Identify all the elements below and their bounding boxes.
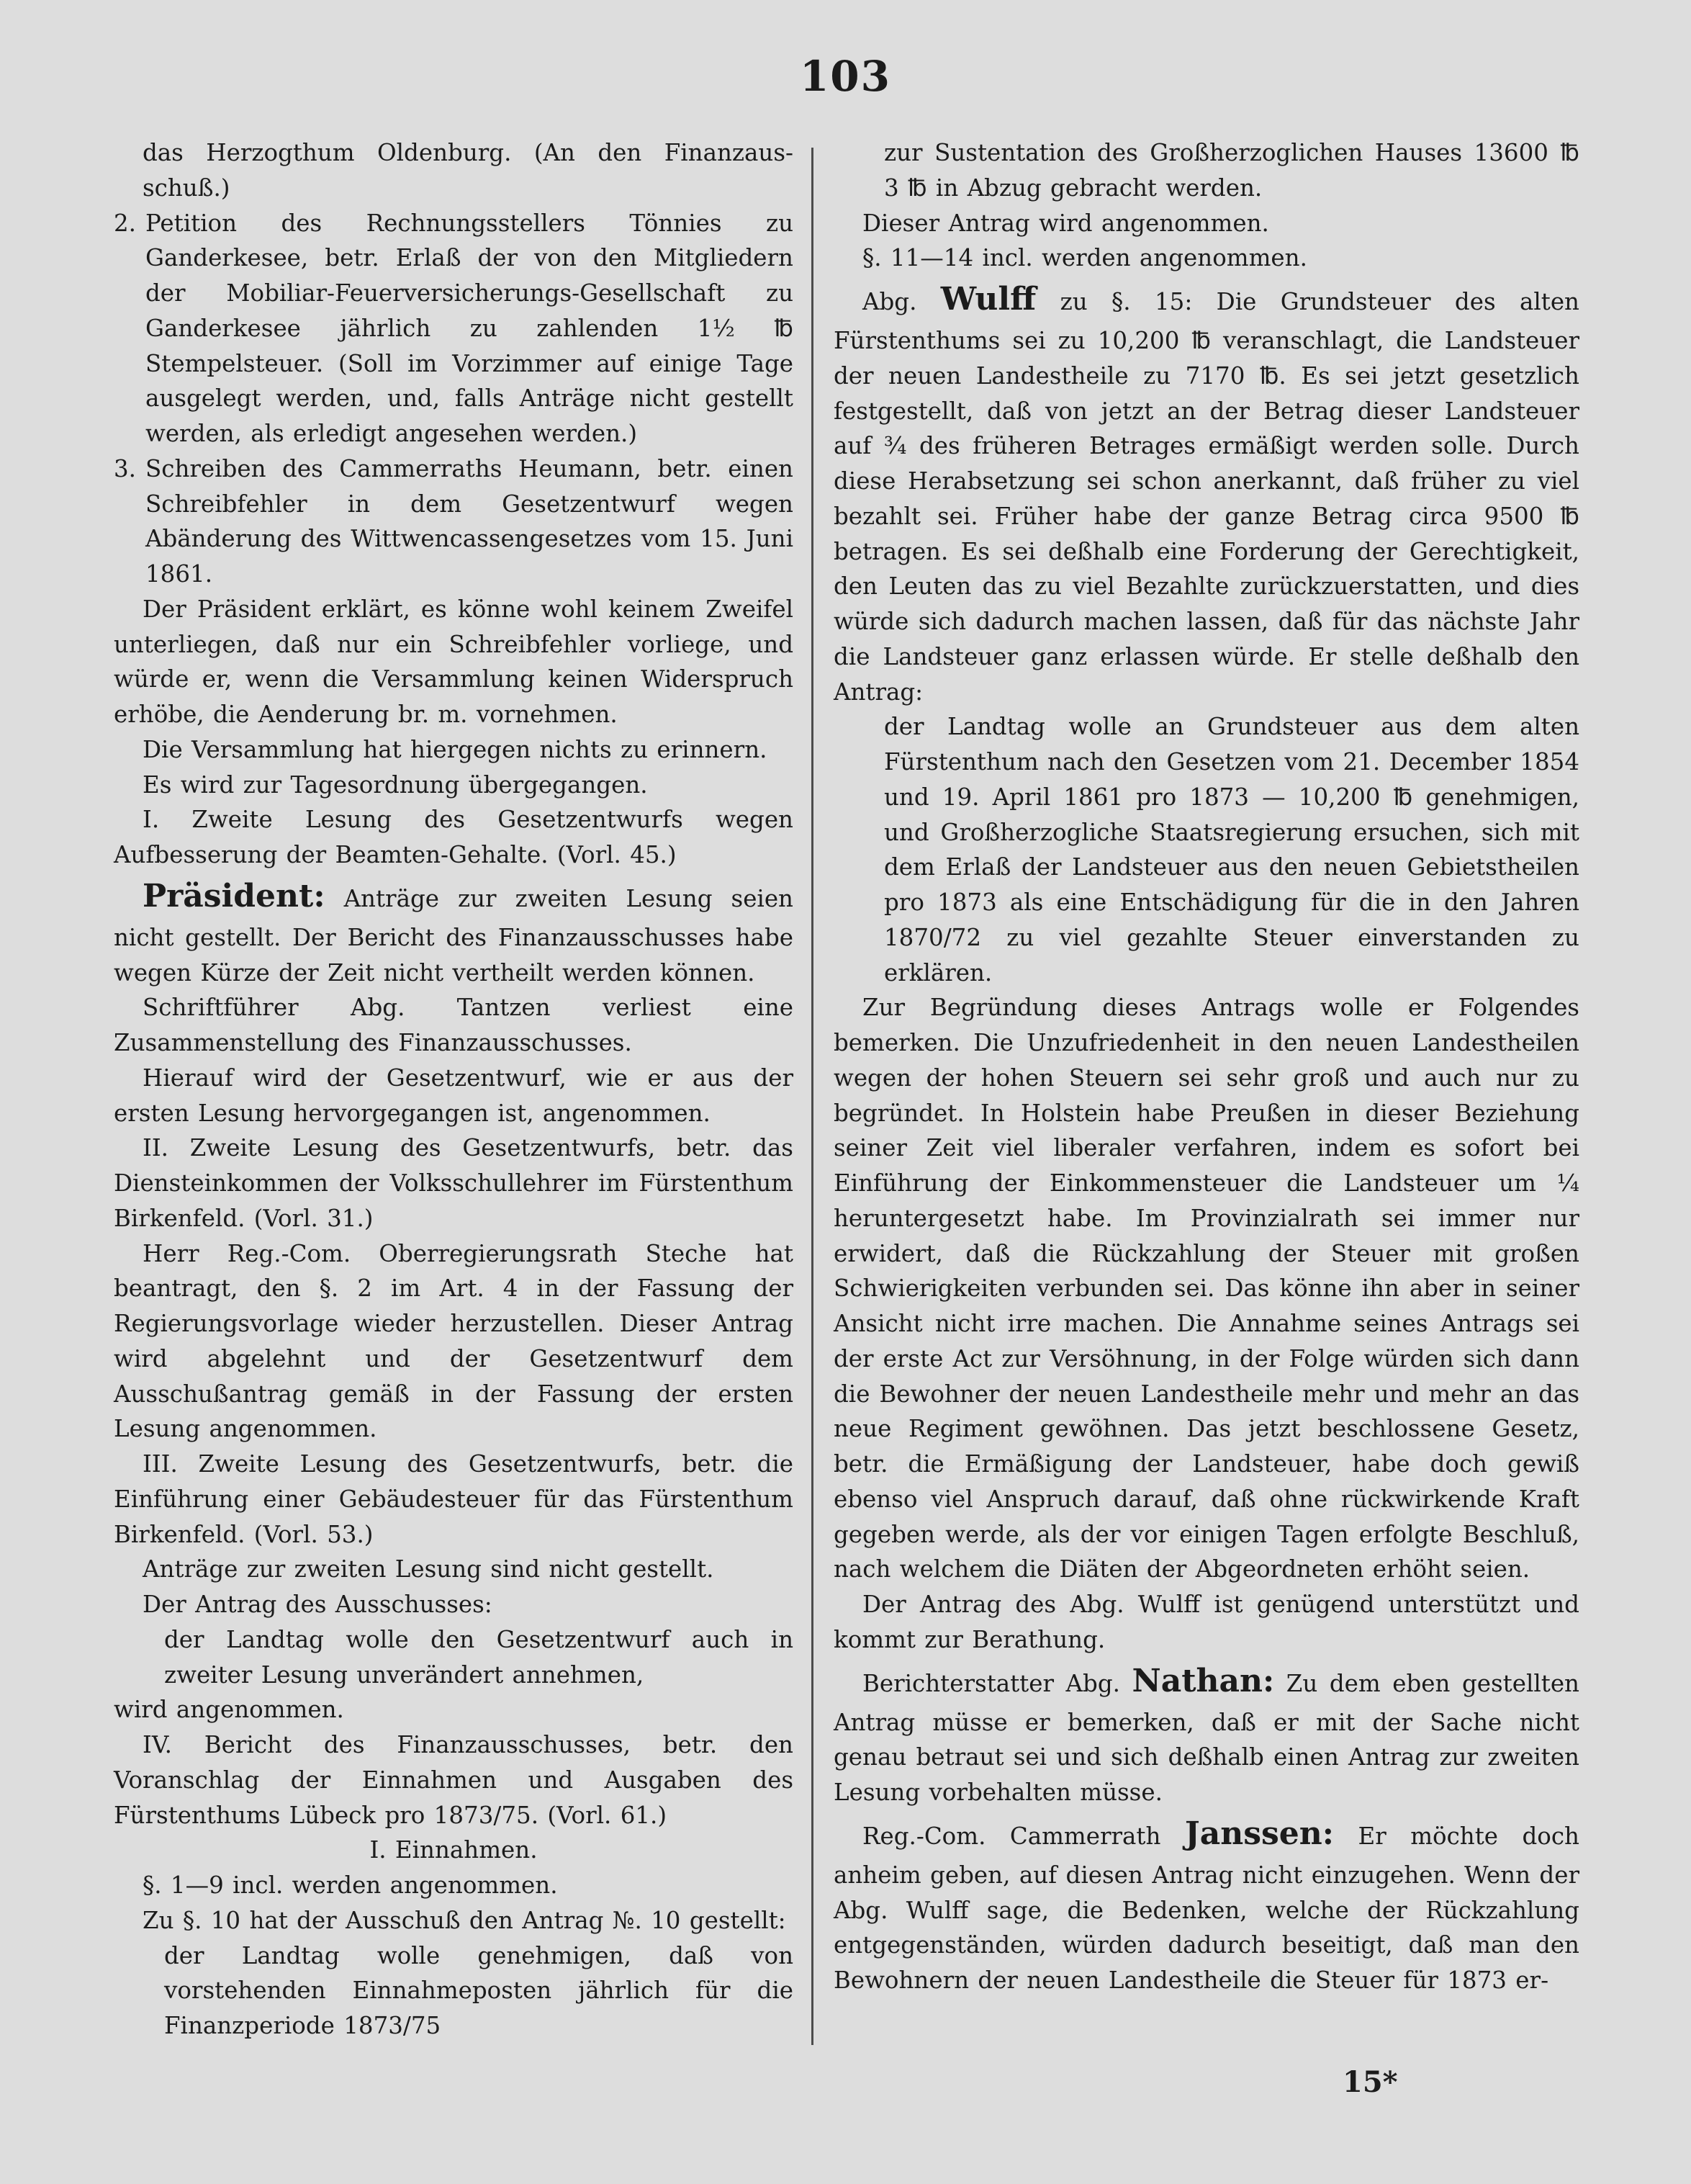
- speaker-name: Nathan:: [1132, 1662, 1275, 1699]
- paragraph: Anträge zur zweiten Lesung sind nicht gestellt.: [143, 1555, 714, 1583]
- paragraph: §. 1—9 incl. werden angenommen.: [143, 1871, 558, 1899]
- speaker-name: Janssen:: [1184, 1815, 1334, 1852]
- column-divider: [811, 148, 813, 2045]
- paragraph: Schriftführer Abg. Tantzen verliest eine Zusammenstellung des Finanzausschusses.: [114, 994, 793, 1056]
- paragraph: II. Zweite Lesung des Gesetzentwurfs, betr. das Diensteinkommen der Volksschullehrer im Fürstenthum Birkenfeld. (Vorl. 31.): [114, 1134, 793, 1232]
- paragraph: der Landtag wolle an Grundsteuer aus dem alten Fürstenthum nach den Gesetzen vom 21. December 1854 und 19. April 1861 pro 1873 — 10,200 ℔ genehmigen, und Großherzogliche Staatsregierung ersuchen, sich mit dem Erlaß der Landsteuer aus den neuen Gebietstheilen pro 1873 als eine Entschädigung für die in den Jahren 1870/72 zu viel gezahlte Steuer einverstanden zu erklären.: [884, 713, 1579, 987]
- paragraph: Hierauf wird der Gesetzentwurf, wie er aus der ersten Lesung hervorgegangen ist, angenommen.: [114, 1064, 793, 1127]
- paragraph: Der Präsident erklärt, es könne wohl keinem Zweifel unterliegen, daß nur ein Schreibfehler vorliege, und würde er, wenn die Versammlung keinen Widerspruch erhöbe, die Aenderung br. m. vornehmen.: [114, 595, 793, 728]
- paragraph: Dieser Antrag wird angenommen.: [862, 209, 1269, 237]
- right-column: [834, 135, 1579, 1998]
- paragraph: I. Zweite Lesung des Gesetzentwurfs wegen Aufbesserung der Beamten-Gehalte. (Vorl. 45.): [114, 806, 793, 868]
- paragraph: das Herzogthum Oldenburg. (An den Finanzaus-schuß.): [143, 139, 793, 202]
- paragraph: zur Sustentation des Großherzoglichen Hauses 13600 ℔ 3 ℔ in Abzug gebracht werden.: [884, 139, 1579, 202]
- paragraph: der Landtag wolle den Gesetzentwurf auch in zweiter Lesung unverändert annehmen,: [164, 1625, 793, 1689]
- paragraph: 3. Schreiben des Cammerraths Heumann, betr. einen Schreibfehler in dem Gesetzentwurf wegen Abänderung des Wittwencassengesetzes vom 15. Juni 1861.: [114, 451, 793, 592]
- paragraph: Herr Reg.-Com. Oberregierungsrath Steche hat beantragt, den §. 2 im Art. 4 in der Fassung der Regierungsvorlage wieder herzustellen. Dieser Antrag wird abgelehnt und der Gesetzentwurf dem Ausschußantrag gemäß in der Fassung der ersten Lesung angenommen.: [114, 1239, 793, 1443]
- paragraph: III. Zweite Lesung des Gesetzentwurfs, betr. die Einführung einer Gebäudesteuer für das Fürstenthum Birkenfeld. (Vorl. 53.): [114, 1450, 793, 1548]
- paragraph: Zur Begründung dieses Antrags wolle er Folgendes bemerken. Die Unzufriedenheit in den neuen Landestheilen wegen der hohen Steuern sei sehr groß und auch nur zu begründet. In Holstein habe Preußen in dieser Beziehung seiner Zeit viel liberaler verfahren, indem es sofort bei Einführung der Einkommensteuer die Landsteuer um ¼ heruntergesetzt habe. Im Provinzialrath sei immer nur erwidert, daß die Rückzahlung der Steuer mit großen Schwierigkeiten verbunden sei. Das könne ihn aber in seiner Ansicht nicht irre machen. Die Annahme seines Antrags sei der erste Act zur Versöhnung, in der Folge würden sich dann die Bewohner der neuen Landestheile mehr und mehr an das neue Regiment gewöhnen. Das jetzt beschlossene Gesetz, betr. die Ermäßigung der Landsteuer, habe doch gewiß ebenso viel Anspruch darauf, daß ohne rückwirkende Kraft gegeben werde, als der vor einigen Tagen erfolgte Beschluß, nach welchem die Diäten der Abgeordneten erhöht seien.: [834, 994, 1579, 1583]
- item-number: 3.: [114, 454, 137, 482]
- paragraph: Reg.-Com. Cammerrath Janssen: Er möchte doch anheim geben, auf diesen Antrag nicht einzugehen. Wenn der Abg. Wulff sage, die Bedenken, welche der Rückzahlung entgegenständen, würden dadurch beseitigt, daß man den Bewohnern der neuen Landestheile die Steuer für 1873 er-: [834, 1815, 1579, 1994]
- page-number: 103: [799, 52, 892, 101]
- speaker-name: Wulff: [940, 281, 1037, 318]
- paragraph: Präsident: Anträge zur zweiten Lesung seien nicht gestellt. Der Bericht des Finanzausschusses habe wegen Kürze der Zeit nicht vertheilt werden können.: [114, 877, 793, 987]
- paragraph: I. Einnahmen.: [369, 1836, 538, 1864]
- paragraph: IV. Bericht des Finanzausschusses, betr. den Voranschlag der Einnahmen und Ausgaben des Fürstenthums Lübeck pro 1873/75. (Vorl. 61.): [114, 1731, 793, 1829]
- paragraph: 2. Petition des Rechnungsstellers Tönnies zu Ganderkesee, betr. Erlaß der von den Mitgliedern der Mobiliar-Feuerversicherungs-Gesellschaft zu Ganderkesee jährlich zu zahlenden 1½ ℔ Stempelsteuer. (Soll im Vorzimmer auf einige Tage ausgelegt werden, und, falls Anträge nicht gestellt werden, als erledigt angesehen werden.): [114, 206, 793, 451]
- paragraph: §. 11—14 incl. werden angenommen.: [862, 244, 1307, 272]
- paragraph: Der Antrag des Ausschusses:: [143, 1591, 492, 1618]
- paragraph: Berichterstatter Abg. Nathan: Zu dem eben gestellten Antrag müsse er bemerken, daß er mit der Sache nicht genau betraut sei und sich deßhalb einen Antrag zur zweiten Lesung vorbehalten müsse.: [834, 1662, 1579, 1806]
- item-number: 2.: [114, 209, 137, 237]
- paragraph: Es wird zur Tagesordnung übergegangen.: [143, 770, 648, 799]
- paragraph: Der Antrag des Abg. Wulff ist genügend unterstützt und kommt zur Berathung.: [834, 1591, 1579, 1653]
- paragraph: Abg. Wulff zu §. 15: Die Grundsteuer des alten Fürstenthums sei zu 10,200 ℔ veranschlagt, die Landsteuer der neuen Landestheile zu 7170 ℔. Es sei jetzt gesetzlich festgestellt, daß von jetzt an der Betrag dieser Landsteuer auf ¾ des früheren Betrages ermäßigt werden solle. Durch diese Herabsetzung sei schon anerkannt, daß früher zu viel bezahlt sei. Früher habe der ganze Betrag circa 9500 ℔ betragen. Es sei deßhalb eine Forderung der Gerechtigkeit, den Leuten das zu viel Bezahlte zurückzuerstatten, und dies würde sich dadurch machen lassen, daß für das nächste Jahr die Landsteuer ganz erlassen würde. Er stelle deßhalb den Antrag:: [834, 281, 1579, 706]
- paragraph: Zu §. 10 hat der Ausschuß den Antrag №. 10 gestellt:: [143, 1906, 786, 1934]
- paragraph: wird angenommen.: [114, 1696, 344, 1724]
- left-column: [114, 135, 793, 2044]
- paragraph: Die Versammlung hat hiergegen nichts zu erinnern.: [143, 735, 767, 763]
- signature-mark: 15*: [1343, 2065, 1398, 2099]
- speaker-name: Präsident:: [143, 877, 325, 915]
- paragraph: der Landtag wolle genehmigen, daß von vorstehenden Einnahmeposten jährlich für die Finanzperiode 1873/75: [164, 1941, 793, 2039]
